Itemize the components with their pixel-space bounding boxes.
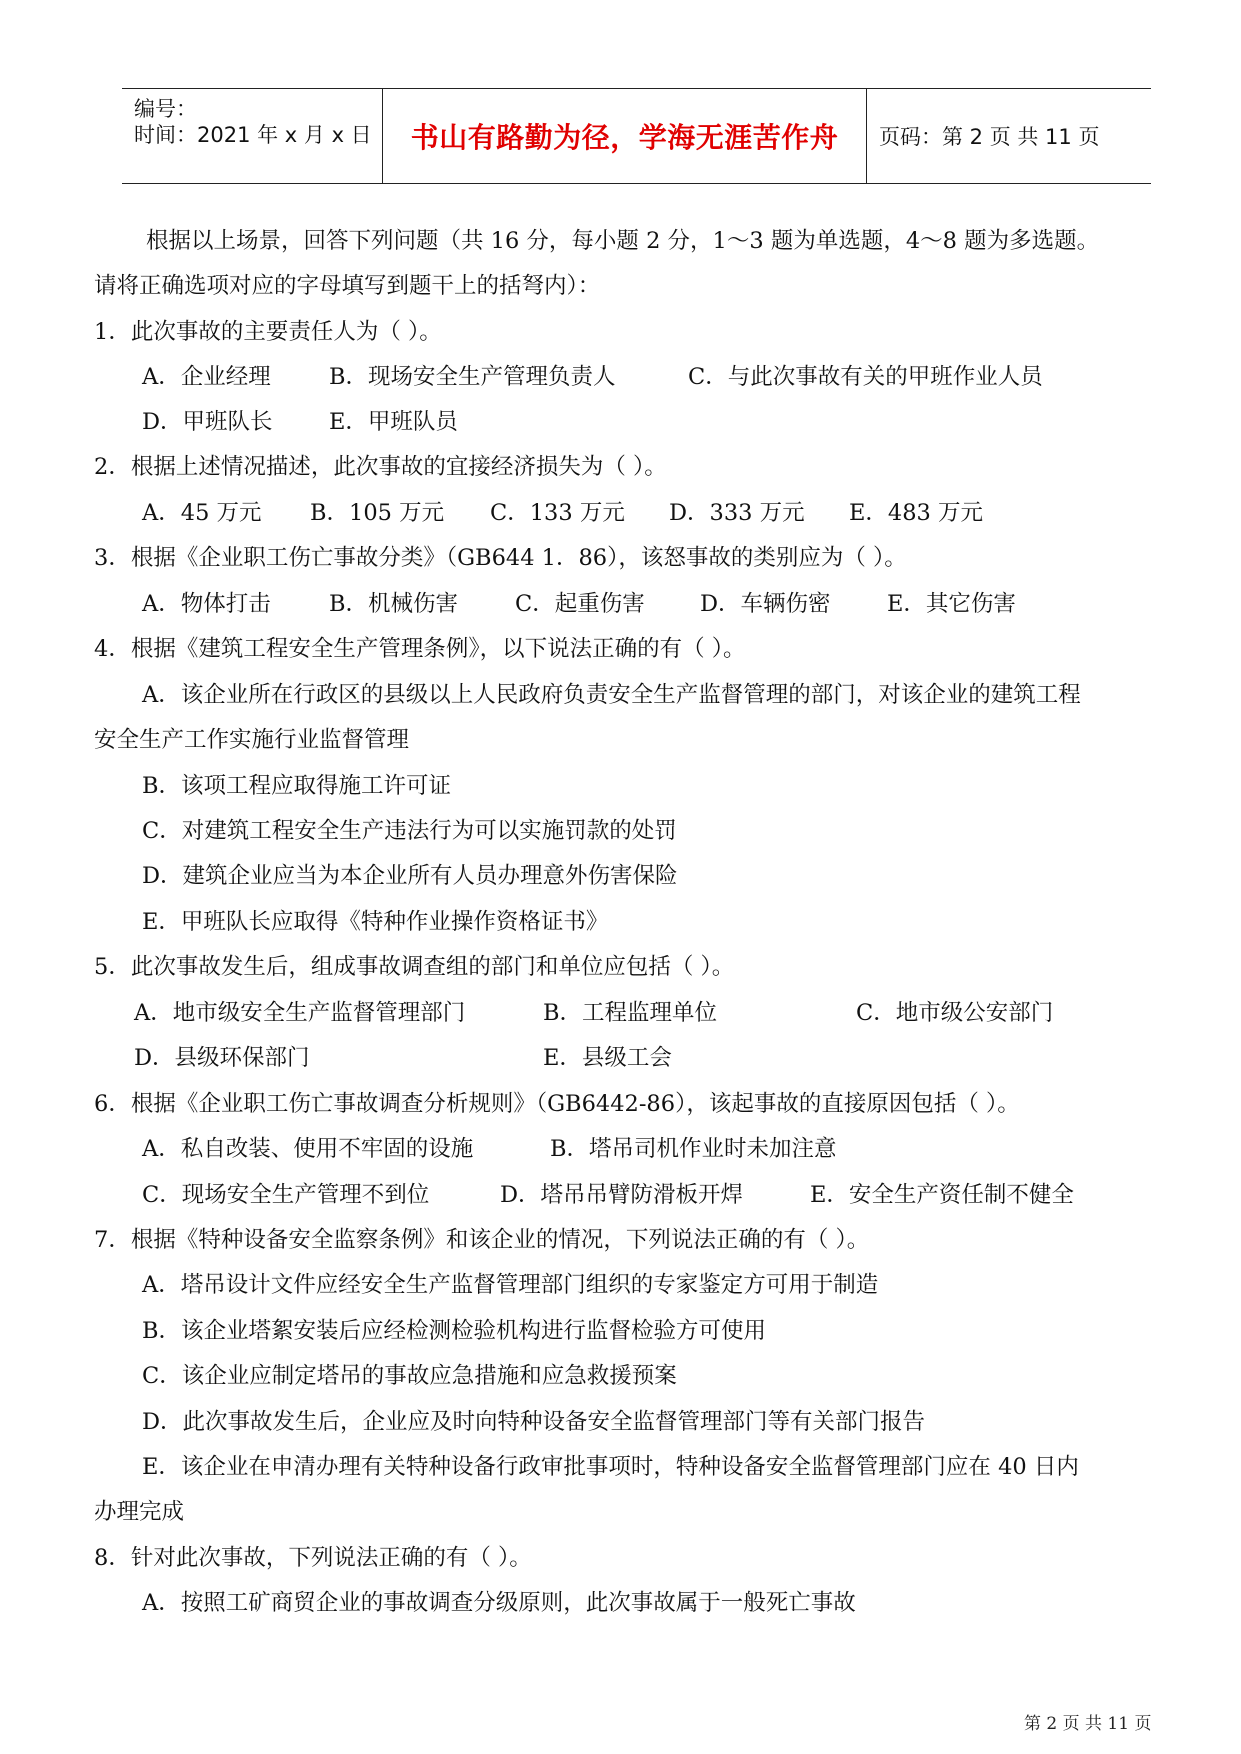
question-1-options-row-1	[0, 362, 1241, 392]
q7-option-e-line-1: E．该企业在申清办理有关特种设备行政审批事项时，特种设备安全监督管理部门应在 40 日内	[142, 1454, 1079, 1480]
q5-option-e: E．县级工会	[543, 1045, 672, 1071]
question-7-stem: 7．根据《特种设备安全监察条例》和该企业的情况，下列说法正确的有（ ）。	[94, 1227, 870, 1253]
question-6-stem: 6．根据《企业职工伤亡事故调查分析规则》（GB6442-86），该起事故的直接原因包括（ ）。	[94, 1091, 1020, 1117]
q4-option-b: B．该项工程应取得施工许可证	[142, 773, 452, 799]
q3-option-c: C．起重伤害	[515, 591, 645, 617]
q3-option-d: D．车辆伤密	[700, 591, 831, 617]
q3-option-b: B．机械伤害	[329, 591, 459, 617]
q4-option-c: C．对建筑工程安全生产违法行为可以实施罚款的处罚	[142, 818, 677, 844]
q1-option-a: A．企业经理	[142, 364, 271, 390]
document-header	[122, 88, 1151, 184]
q6-option-a: A．私自改装、使用不牢固的设施	[142, 1136, 474, 1162]
q7-option-c: C．该企业应制定塔吊的事故应急措施和应急救援预案	[142, 1363, 677, 1389]
question-6-options-row-1	[0, 1134, 1241, 1164]
header-motto-cell	[383, 89, 867, 183]
q2-option-c: C．133 万元	[490, 500, 625, 526]
q7-option-d: D．此次事故发生后，企业应及时向特种设备安全监督管理部门等有关部门报告	[142, 1409, 926, 1435]
q4-option-e: E．甲班队长应取得《特种作业操作资格证书》	[142, 909, 609, 935]
intro-line-2: 请将正确选项对应的字母填写到题干上的括弩内）：	[94, 273, 601, 299]
question-5-options-row-1	[0, 998, 1241, 1028]
q2-option-d: D．333 万元	[669, 500, 805, 526]
header-page-cell	[867, 89, 1151, 183]
q2-option-b: B．105 万元	[310, 500, 445, 526]
question-2-options	[0, 498, 1241, 528]
q5-option-b: B．工程监理单位	[543, 1000, 718, 1026]
q6-option-b: B．塔吊司机作业时未加注意	[550, 1136, 837, 1162]
q6-option-d: D．塔吊吊臂防滑板开焊	[500, 1182, 744, 1208]
q7-option-e-line-2: 办理完成	[94, 1499, 185, 1525]
question-1-stem: 1．此次事故的主要责任人为（ ）。	[94, 319, 442, 345]
q7-option-b: B．该企业塔絮安装后应经检测检验机构进行监督检验方可使用	[142, 1318, 767, 1344]
question-8-stem: 8．针对此次事故，下列说法正确的有（ ）。	[94, 1545, 532, 1571]
document-number-label: 编号：	[134, 97, 197, 121]
q5-option-a: A．地市级安全生产监督管理部门	[134, 1000, 466, 1026]
q7-option-a: A．塔吊设计文件应经安全生产监督管理部门组织的专家鉴定方可用于制造	[142, 1272, 879, 1298]
q1-option-e: E．甲班队员	[329, 409, 458, 435]
q5-option-d: D．县级环保部门	[134, 1045, 310, 1071]
header-meta-cell	[122, 89, 383, 183]
q3-option-e: E．其它伤害	[887, 591, 1016, 617]
motto-text: 书山有路勤为径，学海无涯苦作舟	[410, 121, 839, 154]
q2-option-a: A．45 万元	[142, 500, 262, 526]
q1-option-d: D．甲班队长	[142, 409, 273, 435]
question-1-options-row-2	[0, 407, 1241, 437]
q3-option-a: A．物体打击	[142, 591, 271, 617]
q8-option-a: A．按照工矿商贸企业的事故调查分级原则，此次事故属于一般死亡事故	[142, 1590, 856, 1616]
q4-option-a-line-2: 安全生产工作实施行业监督管理	[94, 727, 410, 753]
q5-option-c: C．地市级公安部门	[856, 1000, 1054, 1026]
intro-line-1: 根据以上场景，回答下列问题（共 16 分，每小题 2 分，1～3 题为单选题，4～8 题为多选题。	[146, 228, 1100, 254]
question-3-stem: 3．根据《企业职工伤亡事故分类》（GB644 1．86），该怒事故的类别应为（ ）。	[94, 545, 907, 571]
question-5-stem: 5．此次事故发生后，组成事故调查组的部门和单位应包括（ ）。	[94, 954, 735, 980]
header-page-label: 页码：第 2 页 共 11 页	[879, 125, 1100, 149]
q2-option-e: E．483 万元	[849, 500, 984, 526]
question-6-options-row-2	[0, 1180, 1241, 1210]
q4-option-a-line-1: A．该企业所在行政区的县级以上人民政府负责安全生产监督管理的部门，对该企业的建筑工程	[142, 682, 1081, 708]
q6-option-e: E．安全生产资任制不健全	[810, 1182, 1074, 1208]
q6-option-c: C．现场安全生产管理不到位	[142, 1182, 430, 1208]
question-5-options-row-2	[0, 1043, 1241, 1073]
q1-option-c: C．与此次事故有关的甲班作业人员	[688, 364, 1043, 390]
q4-option-d: D．建筑企业应当为本企业所有人员办理意外伤害保险	[142, 863, 678, 889]
document-time-label: 时间：2021 年 x 月 x 日	[134, 123, 372, 147]
question-3-options	[0, 589, 1241, 619]
question-4-stem: 4．根据《建筑工程安全生产管理条例》，以下说法正确的有（ ）。	[94, 636, 746, 662]
page-footer: 第 2 页 共 11 页	[1024, 1714, 1152, 1734]
q1-option-b: B．现场安全生产管理负责人	[329, 364, 616, 390]
question-2-stem: 2．根据上述情况描述，此次事故的宜接经济损失为（ ）。	[94, 454, 667, 480]
